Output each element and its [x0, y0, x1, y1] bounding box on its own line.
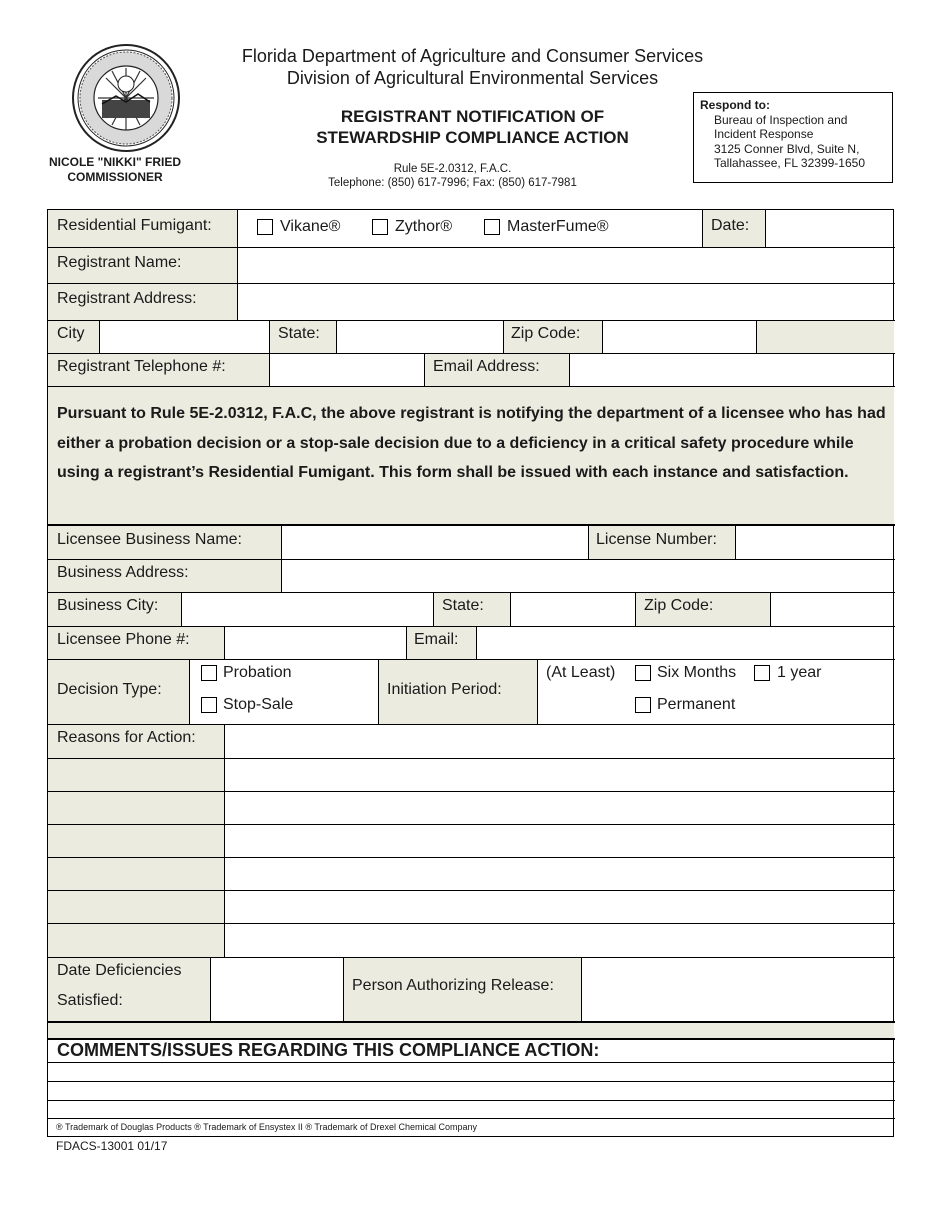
registrant-address-input[interactable] [238, 284, 894, 320]
rule-reference: Rule 5E-2.0312, F.A.C. [393, 163, 512, 175]
form-title-line2: STEWARDSHIP COMPLIANCE ACTION [316, 128, 629, 147]
state-label: State: [278, 325, 320, 342]
stop-sale-checkbox[interactable] [201, 697, 217, 713]
commissioner-name: NICOLE "NIKKI" FRIED [48, 155, 182, 169]
one-year-label: 1 year [777, 664, 822, 681]
at-least-label: (At Least) [546, 664, 616, 681]
department-name: Florida Department of Agriculture and Consumer Services [241, 46, 704, 66]
respond-to-line: Bureau of Inspection and [714, 112, 848, 127]
person-authorizing-label: Person Authorizing Release: [352, 977, 554, 994]
agency-header [210, 45, 735, 89]
person-authorizing-input[interactable] [582, 958, 894, 1021]
business-state-input[interactable] [511, 593, 635, 626]
business-name-input[interactable] [282, 526, 588, 559]
registrant-name-label: Registrant Name: [57, 254, 182, 271]
date-satisfied-label-line2: Satisfied: [57, 992, 123, 1009]
department-seal-icon [72, 44, 180, 152]
state-input[interactable] [337, 321, 503, 353]
commissioner-block [40, 155, 190, 185]
city-input[interactable] [100, 321, 269, 353]
reason-input-5[interactable] [225, 858, 894, 890]
respond-to-line: Tallahassee, FL 32399-1650 [714, 156, 865, 170]
compliance-form [47, 209, 894, 1137]
reason-input-4[interactable] [225, 825, 894, 857]
comments-heading: COMMENTS/ISSUES REGARDING THIS COMPLIANCE ACTION: [57, 1040, 600, 1060]
reason-input-1[interactable] [225, 725, 894, 758]
registrant-address-label: Registrant Address: [57, 290, 197, 307]
registrant-phone-input[interactable] [270, 354, 424, 386]
six-months-label: Six Months [657, 664, 737, 681]
city-label: City [57, 325, 85, 342]
one-year-checkbox[interactable] [754, 665, 770, 681]
business-zip-label: Zip Code: [644, 597, 714, 614]
registrant-phone-label: Registrant Telephone #: [57, 358, 226, 375]
initiation-period-label: Initiation Period: [387, 681, 502, 698]
license-number-label: License Number: [596, 531, 717, 548]
respond-to-line: 3125 Conner Blvd, Suite N, [714, 141, 860, 156]
vikane-checkbox[interactable] [257, 219, 273, 235]
email-label: Email Address: [433, 358, 540, 375]
zythor-checkbox[interactable] [372, 219, 388, 235]
business-city-label: Business City: [57, 597, 159, 614]
separator-band [48, 1023, 894, 1038]
masterfume-checkbox[interactable] [484, 219, 500, 235]
licensee-phone-label: Licensee Phone #: [57, 631, 190, 648]
zythor-label: Zythor® [395, 218, 453, 235]
licensee-email-label: Email: [414, 631, 459, 648]
business-zip-input[interactable] [771, 593, 894, 626]
reasons-label: Reasons for Action: [57, 729, 196, 746]
business-address-label: Business Address: [57, 564, 189, 581]
notice-paragraph: Pursuant to Rule 5E-2.0312, F.A.C, the above registrant is notifying the department of a licensee who has had either a probation decision or a stop-sale decision due to a deficiency in a critical safety procedure while using a registrant’s Residential Fumigant. This form shall be issued with each instance and satisfaction. [57, 405, 886, 481]
rule-info [300, 162, 605, 190]
business-address-input[interactable] [282, 560, 894, 592]
division-name: Division of Agricultural Environmental Services [286, 68, 659, 88]
probation-label: Probation [223, 664, 292, 681]
permanent-checkbox[interactable] [635, 697, 651, 713]
respond-to-line: Incident Response [714, 127, 814, 141]
form-title [260, 106, 685, 148]
comments-line-2[interactable] [48, 1082, 894, 1100]
zip-input[interactable] [603, 321, 756, 353]
business-city-input[interactable] [182, 593, 433, 626]
business-name-label: Licensee Business Name: [57, 531, 242, 548]
license-number-input[interactable] [736, 526, 894, 559]
vikane-label: Vikane® [280, 218, 341, 235]
form-number: FDACS-13001 01/17 [56, 1139, 168, 1153]
six-months-checkbox[interactable] [635, 665, 651, 681]
respond-to-box [693, 92, 893, 183]
masterfume-label: MasterFume® [507, 218, 609, 235]
form-title-line1: REGISTRANT NOTIFICATION OF [340, 107, 605, 126]
reason-input-6[interactable] [225, 891, 894, 923]
date-label: Date: [711, 217, 750, 234]
date-input[interactable] [765, 210, 894, 247]
licensee-email-input[interactable] [477, 627, 894, 659]
commissioner-title: COMMISSIONER [67, 170, 163, 184]
zip-label: Zip Code: [511, 325, 581, 342]
business-state-label: State: [442, 597, 484, 614]
probation-checkbox[interactable] [201, 665, 217, 681]
reason-input-3[interactable] [225, 792, 894, 824]
date-satisfied-label-line1: Date Deficiencies [57, 962, 182, 979]
fumigant-label: Residential Fumigant: [57, 217, 212, 234]
registrant-name-input[interactable] [238, 248, 894, 283]
stop-sale-label: Stop-Sale [223, 696, 294, 713]
reason-input-7[interactable] [225, 924, 894, 957]
decision-type-label: Decision Type: [57, 681, 162, 698]
respond-to-heading: Respond to: [700, 98, 770, 112]
permanent-label: Permanent [657, 696, 736, 713]
trademark-notice: ® Trademark of Douglas Products ® Trademark of Ensystex II ® Trademark of Drexel Chemical Company [56, 1122, 478, 1132]
comments-line-1[interactable] [48, 1063, 894, 1081]
extra-shaded-cell [756, 321, 894, 353]
date-satisfied-input[interactable] [211, 958, 343, 1021]
phone-fax: Telephone: (850) 617-7996; Fax: (850) 617-7981 [328, 177, 577, 189]
email-input[interactable] [570, 354, 894, 386]
comments-line-3[interactable] [48, 1101, 894, 1118]
licensee-phone-input[interactable] [225, 627, 406, 659]
reason-input-2[interactable] [225, 759, 894, 791]
